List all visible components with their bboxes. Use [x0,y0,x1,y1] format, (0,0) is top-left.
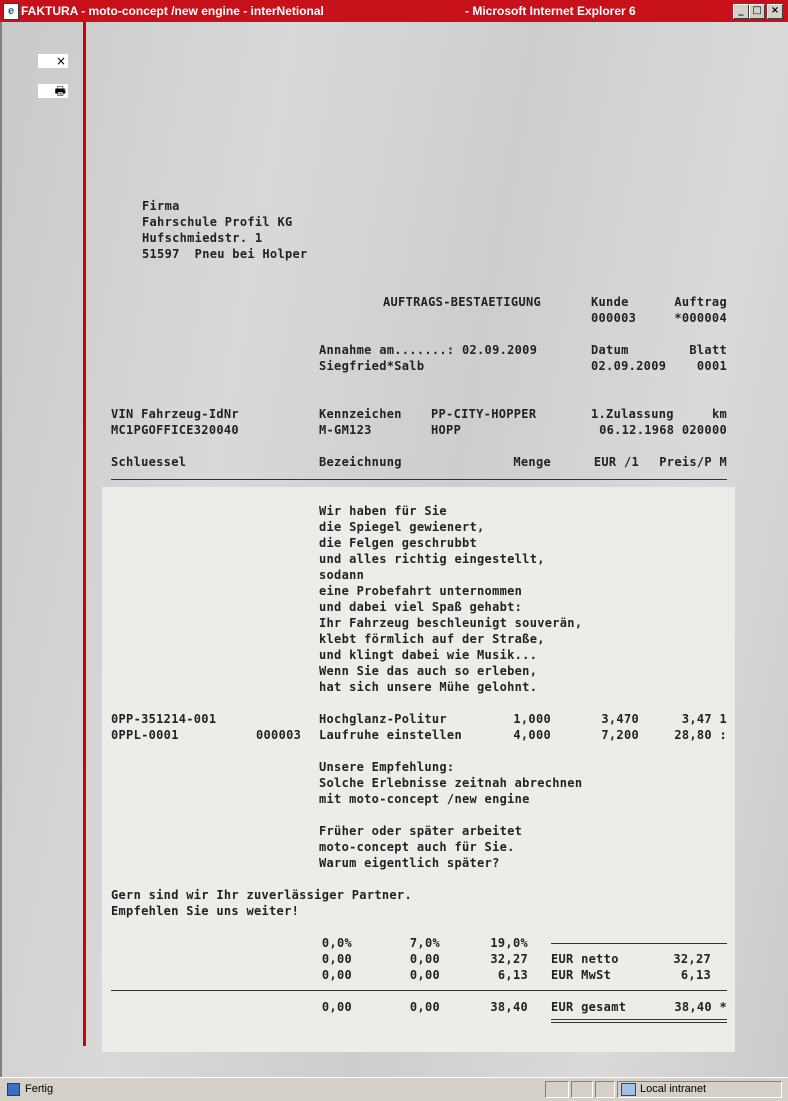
recommend-line: moto-concept auch für Sie. [319,840,515,854]
vin-value: MC1PGOFFICE320040 [111,423,239,437]
text-line: die Felgen geschrubbt [319,536,478,550]
item-qty: 1,000 [513,712,551,726]
address-line-2: Fahrschule Profil KG [142,215,293,229]
document-title: AUFTRAGS-BESTAETIGUNG [383,295,542,309]
col-preis: Preis/P M [659,455,727,469]
netto-value: 32,27 [490,952,528,966]
window-title: FAKTURA - moto-concept /new engine - interNetional [21,4,324,18]
tax-rate: 19,0% [490,936,528,950]
mwst-label: EUR MwSt [551,968,612,982]
recommend-line: Warum eigentlich später? [319,856,500,870]
netto-label: EUR netto [551,952,619,966]
netto-value: 0,00 [409,952,440,966]
item-ref: 000003 [256,728,302,742]
double-underline-top [551,1019,727,1020]
blatt-value: 0001 [696,359,727,373]
item-unit-price: 3,470 [601,712,639,726]
gesamt-value: 0,00 [409,1000,440,1014]
close-doc-button[interactable]: × [38,54,68,68]
maximize-button[interactable]: □ [749,4,765,19]
text-line: die Spiegel gewienert, [319,520,485,534]
col-eur: EUR /1 [593,455,639,469]
zulassung-label: 1.Zulassung [591,407,674,421]
recommend-line: Früher oder später arbeitet [319,824,523,838]
item-total: 28,80 : [674,728,727,742]
item-total: 3,47 1 [681,712,727,726]
status-cell [595,1081,615,1098]
minimize-button[interactable]: _ [733,4,749,19]
vin-label: VIN Fahrzeug-IdNr [111,407,239,421]
person-name: Siegfried*Salb [319,359,425,373]
gesamt-value: 38,40 [490,1000,528,1014]
item-key: 0PPL-0001 [111,728,179,742]
kunde-label: Kunde [591,295,629,309]
closing-line: Empfehlen Sie uns weiter! [111,904,300,918]
text-line: sodann [319,568,365,582]
address-line-3: Hufschmiedstr. 1 [142,231,263,245]
kennzeichen-label: Kennzeichen [319,407,402,421]
totals-divider [551,943,727,944]
address-line-1: Firma [142,199,180,213]
print-button[interactable]: 🖶 [38,84,68,98]
datum-value: 02.09.2009 [591,359,667,373]
annahme-line: Annahme am.......: 02.09.2009 [319,343,538,357]
status-cell [545,1081,569,1098]
gesamt-divider [111,990,727,991]
kunde-value: 000003 [591,311,637,325]
zone-text: Local intranet [640,1083,707,1095]
auftrag-value: *000004 [674,311,727,325]
recommend-line: mit moto-concept /new engine [319,792,530,806]
ie-icon: e [3,3,19,20]
status-bar [0,1077,788,1101]
document-area [0,22,788,1077]
status-cell [571,1081,593,1098]
datum-label: Datum [591,343,629,357]
vehicle-model-short: HOPP [431,423,462,437]
tax-rate: 0,0% [321,936,352,950]
vehicle-model: PP-CITY-HOPPER [431,407,537,421]
netto-value: 0,00 [321,952,352,966]
mwst-value: 6,13 [497,968,528,982]
page-icon [7,1083,20,1096]
text-line: und dabei viel Spaß gehabt: [319,600,523,614]
red-margin-line [83,22,86,1046]
close-button[interactable]: × [767,4,783,19]
text-line: und klingt dabei wie Musik... [319,648,538,662]
text-line: Ihr Fahrzeug beschleunigt souverän, [319,616,583,630]
blatt-label: Blatt [689,343,727,357]
text-line: Wir haben für Sie [319,504,447,518]
col-menge: Menge [513,455,551,469]
recommend-line: Unsere Empfehlung: [319,760,455,774]
closing-line: Gern sind wir Ihr zuverlässiger Partner. [111,888,412,902]
tax-rate: 7,0% [409,936,440,950]
item-unit-price: 7,200 [601,728,639,742]
item-desc: Hochglanz-Politur [319,712,447,726]
address-line-4: 51597 Pneu bei Holper [142,247,308,261]
title-bar[interactable] [0,0,788,22]
window-app-name: - Microsoft Internet Explorer 6 [465,4,636,18]
col-schluessel: Schluessel [111,455,187,469]
text-line: eine Probefahrt unternommen [319,584,523,598]
auftrag-label: Auftrag [674,295,727,309]
text-line: Wenn Sie das auch so erleben, [319,664,538,678]
double-underline-bottom [551,1022,727,1023]
mwst-total: 6,13 [680,968,711,982]
gesamt-value: 0,00 [321,1000,352,1014]
text-line: hat sich unsere Mühe gelohnt. [319,680,538,694]
gesamt-total: 38,40 * [674,1000,727,1014]
kennzeichen-value: M-GM123 [319,423,372,437]
recommend-line: Solche Erlebnisse zeitnah abrechnen [319,776,583,790]
mwst-value: 0,00 [409,968,440,982]
gesamt-label: EUR gesamt [551,1000,627,1014]
text-line: und alles richtig eingestellt, [319,552,545,566]
intranet-icon [621,1083,636,1096]
item-key: 0PP-351214-001 [111,712,217,726]
netto-total: 32,27 [673,952,711,966]
zulassung-km-value: 06.12.1968 020000 [599,423,727,437]
text-line: klebt förmlich auf der Straße, [319,632,545,646]
status-text: Fertig [25,1083,54,1095]
item-qty: 4,000 [513,728,551,742]
col-bezeichnung: Bezeichnung [319,455,402,469]
km-label: km [711,407,727,421]
item-desc: Laufruhe einstellen [319,728,462,742]
mwst-value: 0,00 [321,968,352,982]
header-divider [111,479,727,480]
